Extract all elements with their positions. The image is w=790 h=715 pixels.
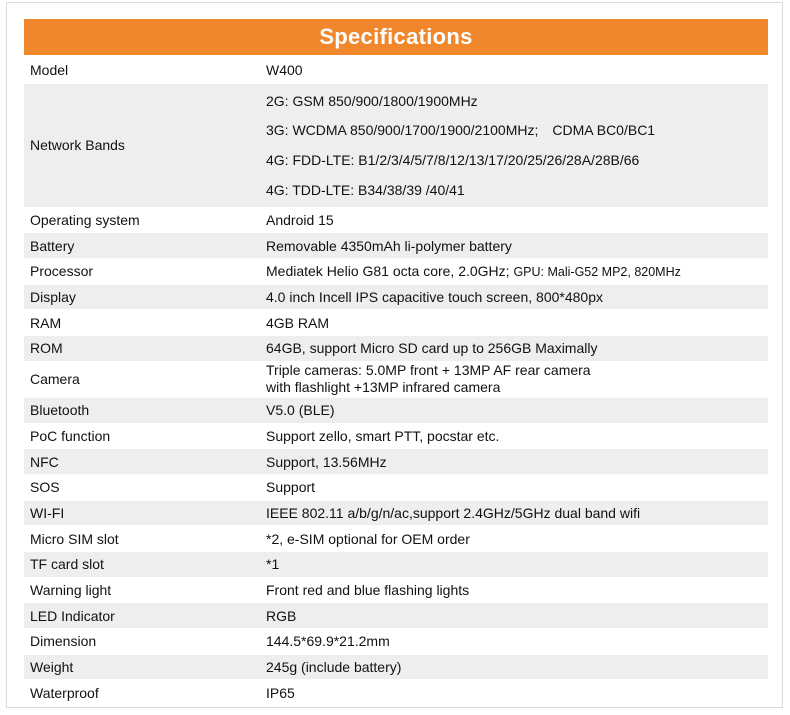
camera-line-1: Triple cameras: 5.0MP front + 13MP AF rear camera (266, 362, 591, 379)
row-label: Model (30, 62, 69, 79)
row-label: Processor (30, 263, 94, 280)
row-label: NFC (30, 453, 59, 470)
row-bluetooth (24, 398, 768, 424)
row-label: Warning light (30, 581, 112, 598)
row-value: Removable 4350mAh li-polymer battery (266, 237, 512, 254)
row-weight (24, 655, 768, 681)
row-camera (24, 362, 768, 398)
row-led-indicator (24, 603, 768, 629)
row-label: Weight (30, 659, 74, 676)
row-value: RGB (266, 607, 297, 624)
row-dimension (24, 629, 768, 655)
row-ram (24, 310, 768, 336)
camera-line-2: with flashlight +13MP infrared camera (266, 379, 501, 396)
row-model (24, 58, 768, 84)
row-value: Mediatek Helio G81 octa core, 2.0GHz; GPU: Mali-G52 MP2, 820MHz (266, 263, 681, 280)
band-line-4g-fdd: 4G: FDD-LTE: B1/2/3/4/5/7/8/12/13/17/20/25/26/28A/28B/66 (266, 152, 640, 169)
band-line-2g: 2G: GSM 850/900/1800/1900MHz (266, 92, 478, 109)
row-value: Support zello, smart PTT, pocstar etc. (266, 427, 500, 444)
row-value: Support (266, 479, 316, 496)
row-label: TF card slot (30, 556, 104, 573)
row-tf-card-slot (24, 552, 768, 578)
row-value: Android 15 (266, 212, 334, 229)
row-label: PoC function (30, 427, 111, 444)
row-label: Bluetooth (30, 402, 90, 419)
row-wifi (24, 501, 768, 527)
row-poc-function (24, 424, 768, 450)
band-cdma: CDMA BC0/BC1 (552, 122, 656, 139)
row-label: Waterproof (30, 684, 99, 701)
row-label: ROM (30, 340, 63, 357)
row-sos (24, 475, 768, 501)
row-value: *2, e-SIM optional for OEM order (266, 530, 470, 547)
row-label: Network Bands (30, 137, 125, 154)
row-value: IEEE 802.11 a/b/g/n/ac,support 2.4GHz/5GHz dual band wifi (266, 504, 641, 521)
row-label: Operating system (30, 212, 140, 229)
row-value: IP65 (266, 684, 295, 701)
row-label: Battery (30, 237, 75, 254)
gpu-text: GPU: Mali-G52 MP2, 820MHz (513, 265, 681, 280)
row-label: Camera (30, 371, 80, 388)
row-warning-light (24, 578, 768, 604)
row-label: RAM (30, 314, 62, 331)
row-value: 144.5*69.9*21.2mm (266, 633, 390, 650)
row-label: SOS (30, 479, 60, 496)
row-value: Support, 13.56MHz (266, 453, 387, 470)
row-value: Front red and blue flashing lights (266, 581, 470, 598)
row-value: 64GB, support Micro SD card up to 256GB Maximally (266, 340, 598, 357)
band-list (253, 84, 768, 207)
row-micro-sim-slot (24, 526, 768, 552)
page-title: Specifications (24, 19, 768, 55)
row-nfc (24, 449, 768, 475)
row-rom (24, 336, 768, 362)
row-value: *1 (266, 556, 280, 573)
row-display (24, 285, 768, 311)
row-label: LED Indicator (30, 607, 115, 624)
row-battery (24, 233, 768, 259)
row-label: Display (30, 289, 76, 306)
row-network-bands (24, 84, 768, 208)
row-value: 4.0 inch Incell IPS capacitive touch screen, 800*480px (266, 289, 603, 306)
row-value (253, 362, 768, 396)
band-line-4g-tdd: 4G: TDD-LTE: B34/38/39 /40/41 (266, 181, 465, 198)
row-label: Micro SIM slot (30, 530, 119, 547)
row-label: WI-FI (30, 504, 65, 521)
row-processor (24, 259, 768, 285)
row-value: W400 (266, 62, 303, 79)
row-label: Dimension (30, 633, 97, 650)
row-value: V5.0 (BLE) (266, 402, 335, 419)
row-waterproof (24, 680, 768, 706)
row-operating-system (24, 208, 768, 234)
row-value: 4GB RAM (266, 314, 330, 331)
spec-table (24, 19, 768, 706)
row-value: 245g (include battery) (266, 659, 402, 676)
band-line-3g: 3G: WCDMA 850/900/1700/1900/2100MHz; CDMA BC0/BC1 (266, 122, 656, 139)
